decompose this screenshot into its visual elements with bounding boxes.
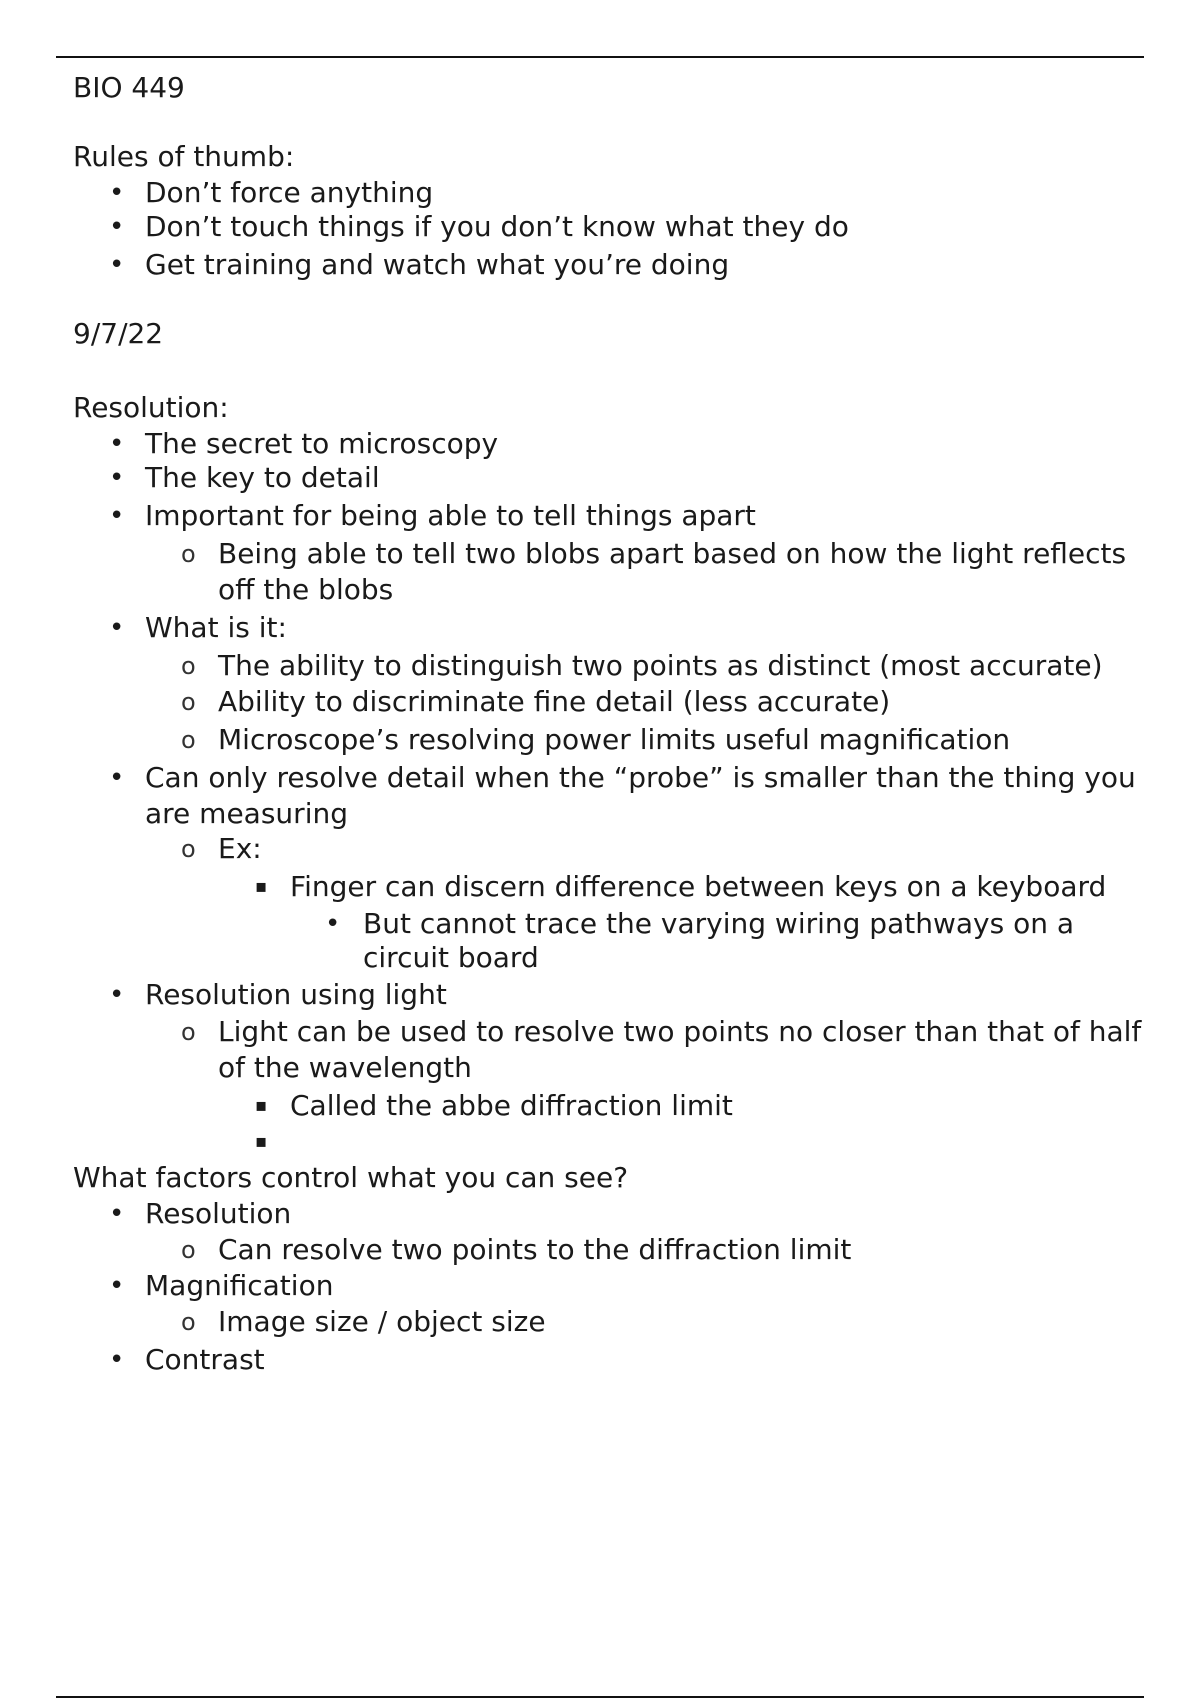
list-item: ▪ Finger can discern difference between keys on a keyboard bbox=[255, 870, 1107, 903]
document-body bbox=[73, 70, 1153, 1376]
circle-bullet-icon: o bbox=[181, 652, 196, 680]
bullet-icon: • bbox=[109, 212, 125, 242]
top-rule bbox=[56, 56, 1144, 58]
bullet-icon: • bbox=[109, 1271, 125, 1301]
circle-bullet-icon: o bbox=[181, 1308, 196, 1336]
list-item: • Resolution using light bbox=[109, 978, 447, 1011]
list-item-continuation: of the wavelength bbox=[218, 1051, 472, 1084]
rules-heading: Rules of thumb: bbox=[73, 140, 295, 173]
list-item: ▪ Called the abbe diffraction limit bbox=[255, 1089, 733, 1122]
list-item-continuation: circuit board bbox=[363, 941, 539, 974]
date-label: 9/7/22 bbox=[73, 317, 164, 350]
bullet-icon: • bbox=[109, 463, 125, 493]
circle-bullet-icon: o bbox=[181, 688, 196, 716]
list-item: • Important for being able to tell things apart bbox=[109, 499, 756, 532]
list-item: o Ex: bbox=[181, 832, 262, 865]
list-item: • Magnification bbox=[109, 1269, 334, 1302]
bottom-rule bbox=[56, 1696, 1144, 1698]
list-item: • Resolution bbox=[109, 1197, 292, 1230]
square-bullet-icon: ▪ bbox=[255, 1095, 268, 1116]
list-item: • Don’t touch things if you don’t know what they do bbox=[109, 210, 849, 243]
square-bullet-icon: ▪ bbox=[255, 1131, 268, 1152]
bullet-icon: • bbox=[325, 909, 341, 939]
list-item: o Microscope’s resolving power limits useful magnification bbox=[181, 723, 1011, 756]
bullet-icon: • bbox=[109, 250, 125, 280]
course-title: BIO 449 bbox=[73, 71, 185, 104]
bullet-icon: • bbox=[109, 613, 125, 643]
bullet-icon: • bbox=[109, 1199, 125, 1229]
list-item: o Being able to tell two blobs apart based on how the light reflects bbox=[181, 537, 1127, 570]
list-item: • The secret to microscopy bbox=[109, 427, 499, 460]
square-bullet-icon: ▪ bbox=[255, 876, 268, 897]
circle-bullet-icon: o bbox=[181, 1018, 196, 1046]
circle-bullet-icon: o bbox=[181, 726, 196, 754]
bullet-icon: • bbox=[109, 501, 125, 531]
list-item-continuation: off the blobs bbox=[218, 573, 394, 606]
list-item: • But cannot trace the varying wiring pathways on a bbox=[325, 907, 1075, 940]
list-item: o Can resolve two points to the diffraction limit bbox=[181, 1233, 852, 1266]
factors-heading: What factors control what you can see? bbox=[73, 1161, 629, 1194]
list-item: • Get training and watch what you’re doing bbox=[109, 248, 730, 281]
list-item: • What is it: bbox=[109, 611, 287, 644]
list-item-continuation: are measuring bbox=[145, 797, 348, 830]
bullet-icon: • bbox=[109, 178, 125, 208]
circle-bullet-icon: o bbox=[181, 1236, 196, 1264]
list-item: o Ability to discriminate fine detail (less accurate) bbox=[181, 685, 891, 718]
list-item: • Don’t force anything bbox=[109, 176, 434, 209]
list-item: • Contrast bbox=[109, 1343, 265, 1376]
bullet-icon: • bbox=[109, 429, 125, 459]
list-item: o Image size / object size bbox=[181, 1305, 546, 1338]
list-item: o Light can be used to resolve two points no closer than that of half bbox=[181, 1015, 1142, 1048]
list-item: o The ability to distinguish two points as distinct (most accurate) bbox=[181, 649, 1103, 682]
bullet-icon: • bbox=[109, 1345, 125, 1375]
resolution-heading: Resolution: bbox=[73, 391, 229, 424]
list-item: • The key to detail bbox=[109, 461, 380, 494]
bullet-icon: • bbox=[109, 763, 125, 793]
list-item: • Can only resolve detail when the “probe” is smaller than the thing you bbox=[109, 761, 1136, 794]
circle-bullet-icon: o bbox=[181, 835, 196, 863]
circle-bullet-icon: o bbox=[181, 540, 196, 568]
bullet-icon: • bbox=[109, 980, 125, 1010]
